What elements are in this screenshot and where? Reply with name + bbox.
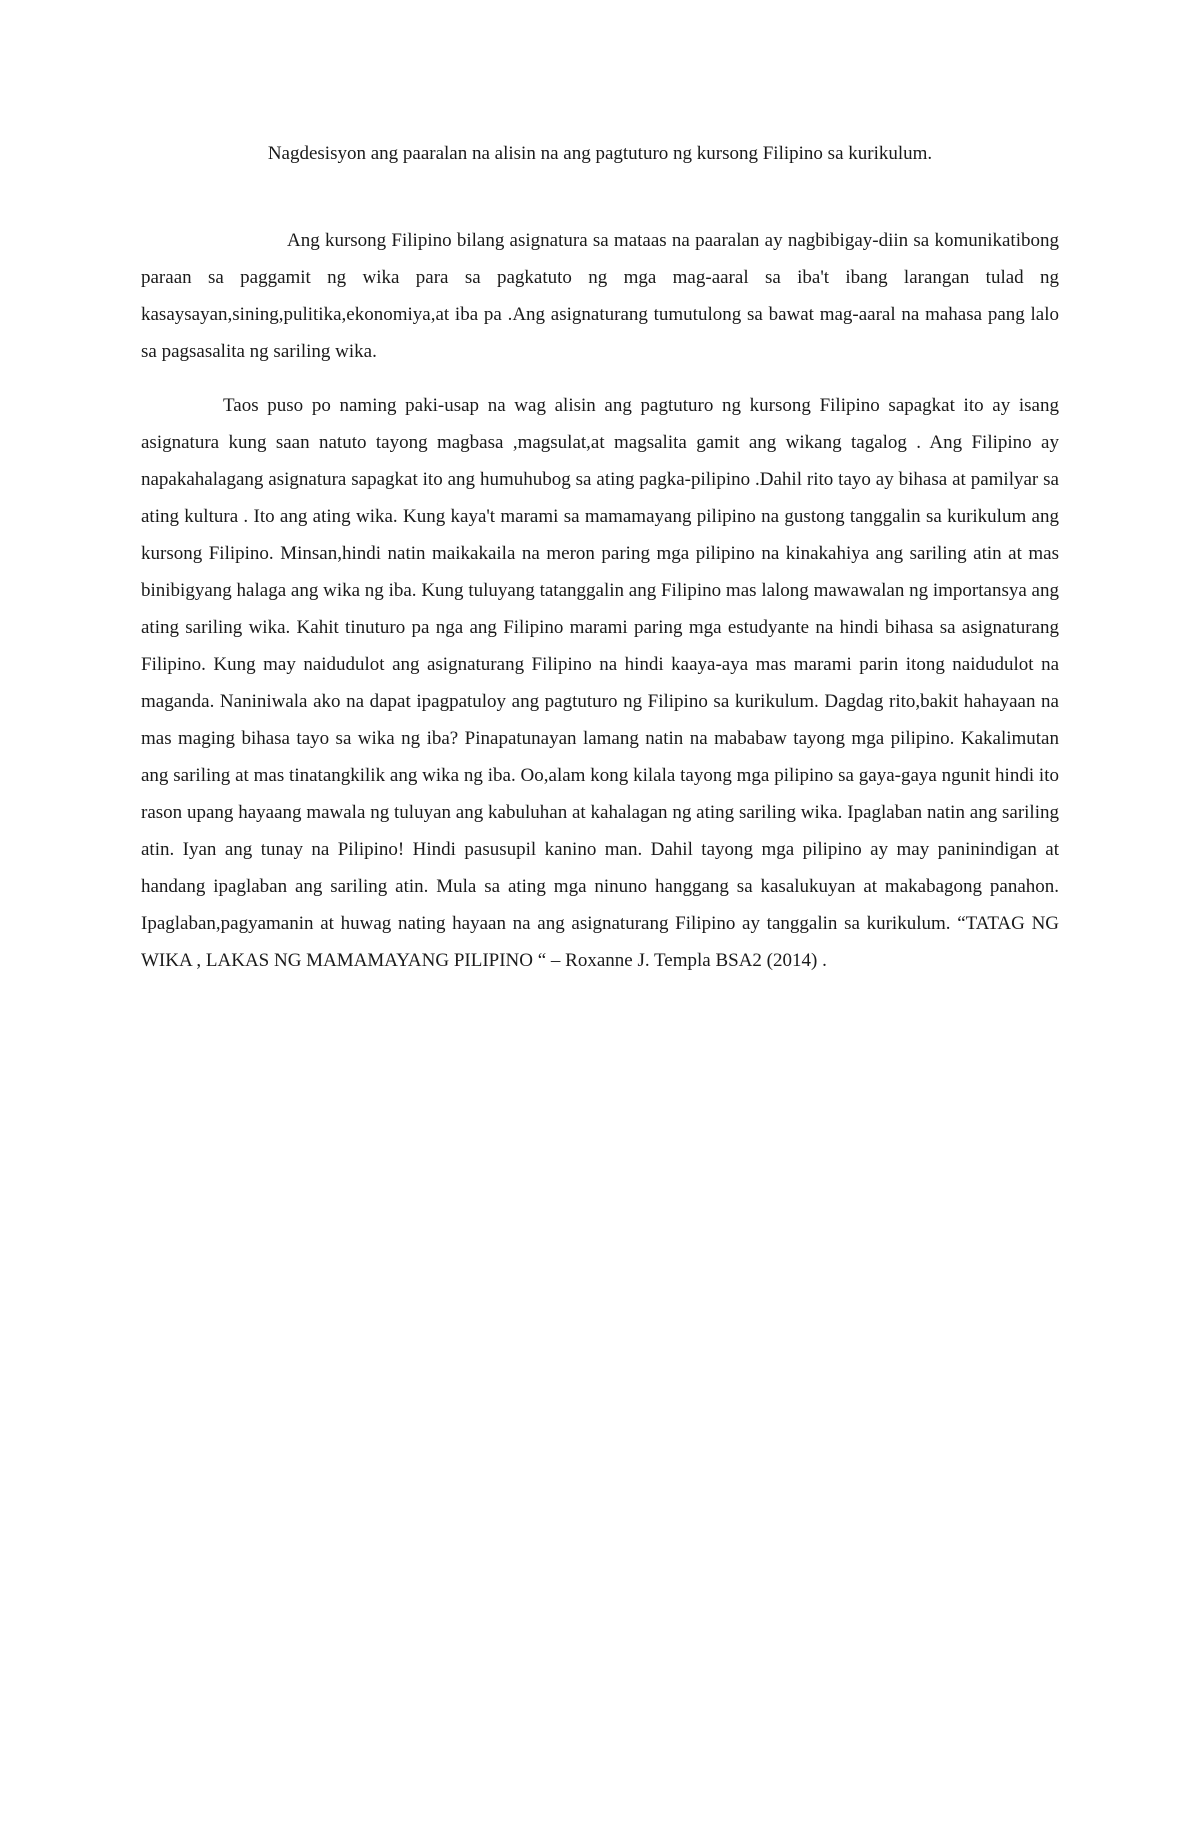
paragraph-appeal bbox=[141, 387, 1059, 979]
paragraph-appeal-text: Taos puso po naming paki-usap na wag alisin ang pagtuturo ng kursong Filipino sapagkat ito ay isang asignatura kung saan natuto tayong magbasa ,magsulat,at magsalita gamit ang wikang tagalog . Ang Filipino ay napakahalagang asignatura sapagkat ito ang humuhubog sa ating pagka-pilipino .Dahil rito tayo ay bihasa at pamilyar sa ating kultura . Ito ang ating wika. Kung kaya't marami sa mamamayang pilipino na gustong tanggalin sa kurikulum ang kursong Filipino. Minsan,hindi natin maikakaila na meron paring mga pilipino na kinakahiya ang sariling atin at mas binibigyang halaga ang wika ng iba. Kung tuluyang tatanggalin ang Filipino mas lalong mawawalan ng importansya ang ating sariling wika. Kahit tinuturo pa nga ang Filipino marami paring mga estudyante na hindi bihasa sa asignaturang Filipino. Kung may naidudulot ang asignaturang Filipino na hindi kaaya-aya mas marami parin itong naidudulot na maganda. Naniniwala ako na dapat ipagpatuloy ang pagtuturo ng Filipino sa kurikulum. Dagdag rito,bakit hahayaan na mas maging bihasa tayo sa wika ng iba? Pinapatunayan lamang natin na mababaw tayong mga pilipino. Kakalimutan ang sariling at mas tinatangkilik ang wika ng iba. Oo,alam kong kilala tayong mga pilipino sa gaya-gaya ngunit hindi ito rason upang hayaang mawala ng tuluyan ang kabuluhan at kahalagan ng ating sariling wika. Ipaglaban natin ang sariling atin. Iyan ang tunay na Pilipino! Hindi pasusupil kanino man. Dahil tayong mga pilipino ay may paninindigan at handang ipaglaban ang sariling atin. Mula sa ating mga ninuno hanggang sa kasalukuyan at makabagong panahon. Ipaglaban,pagyamanin at huwag nating hayaan na ang asignaturang Filipino ay tanggalin sa kurikulum. bbox=[141, 395, 1059, 934]
document-title: Nagdesisyon ang paaralan na alisin na ang pagtuturo ng kursong Filipino sa kurikulum. bbox=[267, 143, 933, 164]
paragraph-intro: Ang kursong Filipino bilang asignatura sa mataas na paaralan ay nagbibigay-diin sa komunikatibong paraan sa paggamit ng wika para sa pagkatuto ng mga mag-aaral sa iba't ibang larangan tulad ng kasaysayan,sining,pulitika,ekonomiya,at iba pa .Ang asignaturang tumutulong sa bawat mag-aaral na mahasa pang lalo sa pagsasalita ng sariling wika. bbox=[141, 230, 1059, 362]
closing-quote-signature: “TATAG NG WIKA , LAKAS NG MAMAMAYANG PILIPINO “ – Roxanne J. Templa BSA2 (2014) . bbox=[141, 913, 1060, 971]
